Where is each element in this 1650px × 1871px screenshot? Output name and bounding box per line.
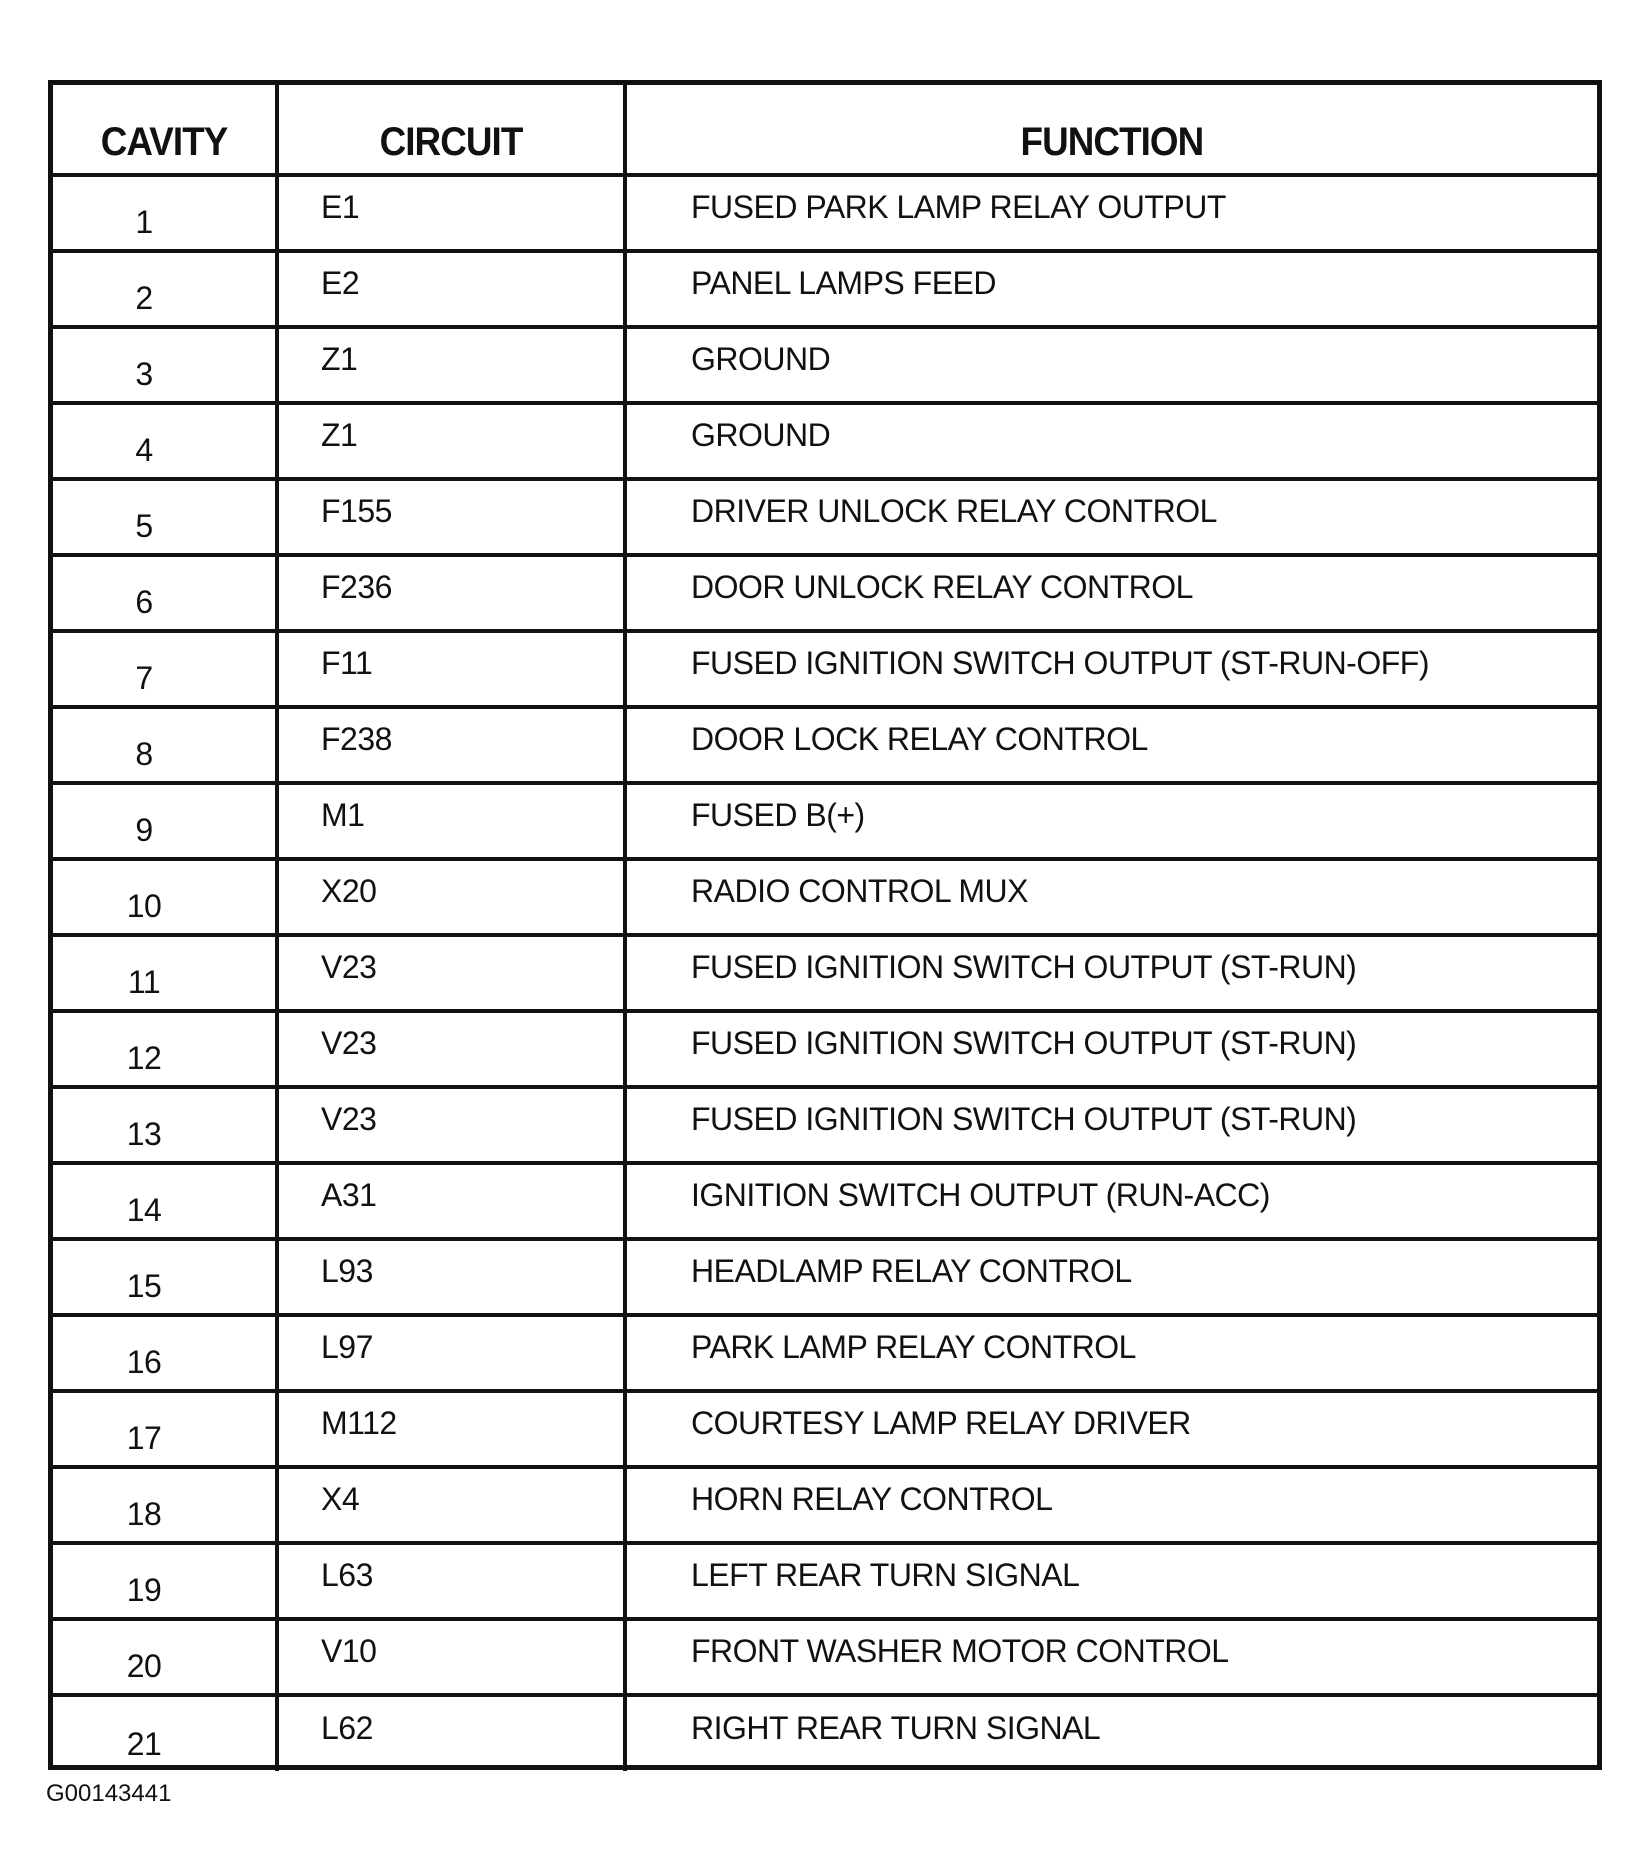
circuit-cell: E1 <box>277 175 625 251</box>
function-cell: FUSED IGNITION SWITCH OUTPUT (ST-RUN-OFF) <box>625 631 1597 707</box>
circuit-cell: F236 <box>277 555 625 631</box>
cavity-cell: 3 <box>53 327 277 403</box>
table-row <box>53 1087 1597 1163</box>
cavity-cell: 17 <box>53 1391 277 1467</box>
cavity-cell: 16 <box>53 1315 277 1391</box>
figure-id: G00143441 <box>46 1780 172 1807</box>
table-row <box>53 859 1597 935</box>
circuit-cell: M1 <box>277 783 625 859</box>
table-row <box>53 631 1597 707</box>
function-cell: COURTESY LAMP RELAY DRIVER <box>625 1391 1597 1467</box>
circuit-cell: E2 <box>277 251 625 327</box>
function-cell: GROUND <box>625 403 1597 479</box>
table-row <box>53 1695 1597 1771</box>
table-row <box>53 479 1597 555</box>
table-row <box>53 251 1597 327</box>
cavity-cell: 14 <box>53 1163 277 1239</box>
function-cell: FRONT WASHER MOTOR CONTROL <box>625 1619 1597 1695</box>
connector-pinout-table-frame <box>48 80 1602 1770</box>
table-row <box>53 1239 1597 1315</box>
function-cell: FUSED IGNITION SWITCH OUTPUT (ST-RUN) <box>625 1011 1597 1087</box>
function-cell: HEADLAMP RELAY CONTROL <box>625 1239 1597 1315</box>
cavity-cell: 6 <box>53 555 277 631</box>
cavity-cell: 1 <box>53 175 277 251</box>
cavity-cell: 20 <box>53 1619 277 1695</box>
table-row <box>53 1543 1597 1619</box>
cavity-cell: 19 <box>53 1543 277 1619</box>
function-cell: LEFT REAR TURN SIGNAL <box>625 1543 1597 1619</box>
circuit-cell: F11 <box>277 631 625 707</box>
circuit-cell: M112 <box>277 1391 625 1467</box>
table-row <box>53 1619 1597 1695</box>
function-cell: FUSED IGNITION SWITCH OUTPUT (ST-RUN) <box>625 1087 1597 1163</box>
table-row <box>53 1315 1597 1391</box>
circuit-cell: L93 <box>277 1239 625 1315</box>
table-row <box>53 707 1597 783</box>
table-row <box>53 935 1597 1011</box>
cavity-cell: 21 <box>53 1695 277 1771</box>
circuit-cell: X4 <box>277 1467 625 1543</box>
circuit-cell: L97 <box>277 1315 625 1391</box>
function-cell: FUSED B(+) <box>625 783 1597 859</box>
header-function: FUNCTION <box>664 85 1558 175</box>
cavity-cell: 8 <box>53 707 277 783</box>
connector-pinout-table <box>53 85 1597 1771</box>
cavity-cell: 4 <box>53 403 277 479</box>
circuit-cell: A31 <box>277 1163 625 1239</box>
cavity-cell: 12 <box>53 1011 277 1087</box>
table-row <box>53 403 1597 479</box>
table-row <box>53 783 1597 859</box>
header-cavity: CAVITY <box>62 85 268 175</box>
cavity-cell: 11 <box>53 935 277 1011</box>
table-body <box>53 175 1597 1771</box>
function-cell: HORN RELAY CONTROL <box>625 1467 1597 1543</box>
cavity-cell: 15 <box>53 1239 277 1315</box>
circuit-cell: L62 <box>277 1695 625 1771</box>
circuit-cell: F238 <box>277 707 625 783</box>
table-row <box>53 555 1597 631</box>
function-cell: RADIO CONTROL MUX <box>625 859 1597 935</box>
cavity-cell: 9 <box>53 783 277 859</box>
table-row <box>53 175 1597 251</box>
table-row <box>53 1467 1597 1543</box>
cavity-cell: 5 <box>53 479 277 555</box>
circuit-cell: V10 <box>277 1619 625 1695</box>
table-header-row <box>53 85 1597 175</box>
circuit-cell: V23 <box>277 1087 625 1163</box>
function-cell: DRIVER UNLOCK RELAY CONTROL <box>625 479 1597 555</box>
cavity-cell: 10 <box>53 859 277 935</box>
function-cell: PANEL LAMPS FEED <box>625 251 1597 327</box>
function-cell: RIGHT REAR TURN SIGNAL <box>625 1695 1597 1771</box>
circuit-cell: Z1 <box>277 403 625 479</box>
cavity-cell: 13 <box>53 1087 277 1163</box>
function-cell: FUSED PARK LAMP RELAY OUTPUT <box>625 175 1597 251</box>
function-cell: DOOR UNLOCK RELAY CONTROL <box>625 555 1597 631</box>
table-row <box>53 1163 1597 1239</box>
table-row <box>53 1391 1597 1467</box>
table-row <box>53 1011 1597 1087</box>
circuit-cell: F155 <box>277 479 625 555</box>
cavity-cell: 7 <box>53 631 277 707</box>
cavity-cell: 2 <box>53 251 277 327</box>
circuit-cell: V23 <box>277 935 625 1011</box>
function-cell: IGNITION SWITCH OUTPUT (RUN-ACC) <box>625 1163 1597 1239</box>
function-cell: FUSED IGNITION SWITCH OUTPUT (ST-RUN) <box>625 935 1597 1011</box>
circuit-cell: X20 <box>277 859 625 935</box>
cavity-cell: 18 <box>53 1467 277 1543</box>
circuit-cell: Z1 <box>277 327 625 403</box>
circuit-cell: V23 <box>277 1011 625 1087</box>
function-cell: PARK LAMP RELAY CONTROL <box>625 1315 1597 1391</box>
function-cell: GROUND <box>625 327 1597 403</box>
function-cell: DOOR LOCK RELAY CONTROL <box>625 707 1597 783</box>
header-circuit: CIRCUIT <box>291 85 611 175</box>
table-row <box>53 327 1597 403</box>
circuit-cell: L63 <box>277 1543 625 1619</box>
